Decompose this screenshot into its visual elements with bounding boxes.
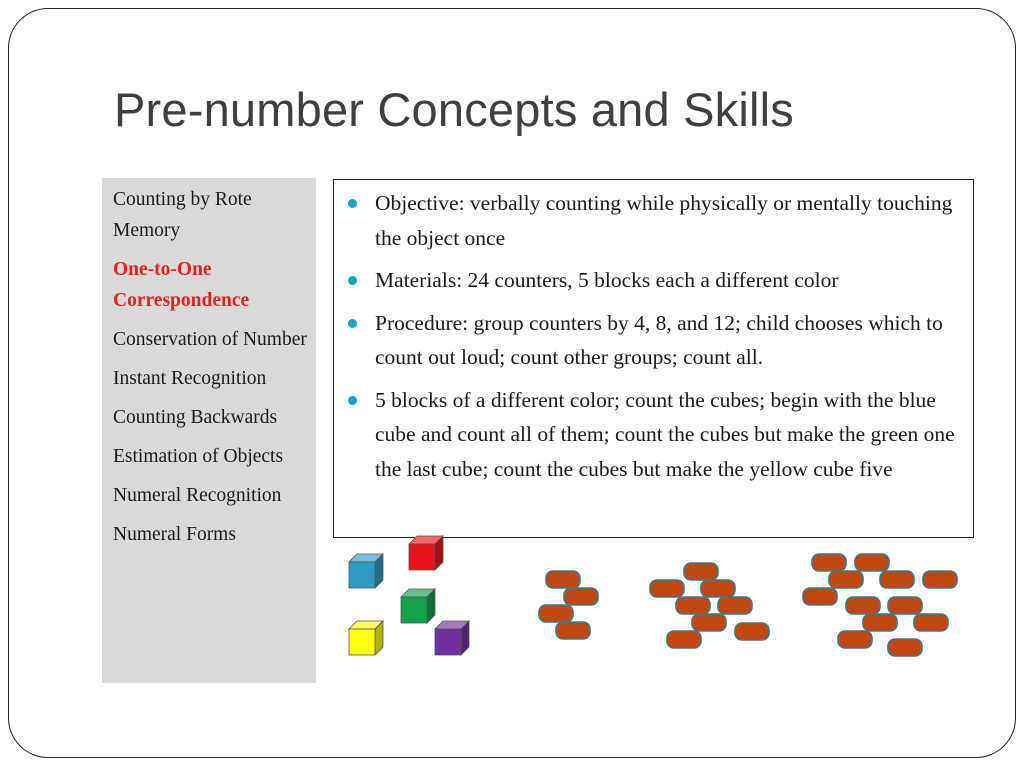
counter-group-of-8 — [650, 563, 769, 648]
sidebar-item-estimation-of-objects: Estimation of Objects — [113, 446, 284, 467]
counter-chip-icon — [701, 580, 735, 597]
counter-chip-icon — [846, 597, 880, 614]
counter-chip-icon — [539, 605, 573, 622]
counter-group-of-12 — [803, 554, 957, 656]
counter-group-of-4 — [539, 571, 598, 639]
cubes-group — [349, 536, 469, 655]
sidebar-item-one-to-one-correspondence: One-to-One Correspondence — [113, 259, 250, 311]
counter-chip-icon — [556, 622, 590, 639]
red-cube-icon — [409, 536, 443, 570]
counter-chip-icon — [888, 639, 922, 656]
counters-group — [539, 554, 957, 656]
counter-chip-icon — [676, 597, 710, 614]
counter-chip-icon — [667, 631, 701, 648]
counter-chip-icon — [803, 588, 837, 605]
sidebar-item-numeral-recognition: Numeral Recognition — [113, 485, 282, 506]
sidebar-item-counting-backwards: Counting Backwards — [113, 407, 278, 428]
counter-chip-icon — [812, 554, 846, 571]
sidebar-item-numeral-forms: Numeral Forms — [113, 524, 236, 545]
counter-chip-icon — [914, 614, 948, 631]
counter-chip-icon — [863, 614, 897, 631]
sidebar-item-conservation-of-number: Conservation of Number — [113, 329, 307, 350]
counter-chip-icon — [880, 571, 914, 588]
slide-title: Pre-number Concepts and Skills — [114, 83, 794, 136]
green-cube-icon — [401, 589, 435, 623]
counter-chip-icon — [564, 588, 598, 605]
counter-chip-icon — [650, 580, 684, 597]
bullet-text: Materials: 24 counters, 5 blocks each a different color — [375, 268, 839, 292]
counter-chip-icon — [829, 571, 863, 588]
bullet-text: 5 blocks of a different color; count the cubes; begin with the blue cube and count all of them; count the cubes but make the green one the last cube; count the cubes but make the yellow cube five — [375, 387, 955, 481]
counter-chip-icon — [735, 623, 769, 640]
counter-chip-icon — [692, 614, 726, 631]
purple-cube-icon — [435, 621, 469, 655]
counter-chip-icon — [855, 554, 889, 571]
counter-chip-icon — [923, 571, 957, 588]
counter-chip-icon — [888, 597, 922, 614]
sidebar-item-instant-recognition: Instant Recognition — [113, 368, 267, 389]
sidebar-item-counting-by-rote-memory: Counting by Rote Memory — [113, 189, 252, 241]
counter-chip-icon — [684, 563, 718, 580]
counter-chip-icon — [546, 571, 580, 588]
blue-cube-icon — [349, 554, 383, 588]
bullet-text: Procedure: group counters by 4, 8, and 12; child chooses which to count out loud; count other groups; count all. — [375, 310, 943, 369]
counter-chip-icon — [838, 631, 872, 648]
counter-chip-icon — [718, 597, 752, 614]
bullet-text: Objective: verbally counting while physically or mentally touching the object once — [375, 191, 953, 250]
yellow-cube-icon — [349, 621, 383, 655]
